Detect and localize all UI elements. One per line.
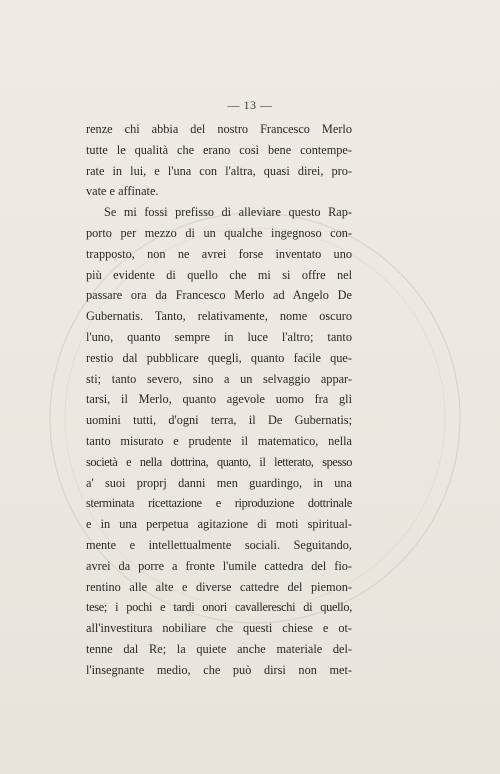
text-line: all'investitura nobiliare che questi chiese e ot- xyxy=(86,621,352,636)
text-line: Gubernatis. Tanto, relativamente, nome oscuro xyxy=(86,309,352,324)
text-line: tutte le qualità che erano così bene contempe- xyxy=(86,142,352,157)
text-line: vate e affinate. xyxy=(86,184,159,199)
text-line: porto per mezzo di un qualche ingegnoso con- xyxy=(86,225,352,240)
text-line: tanto misurato e prudente il matematico, nella xyxy=(86,433,352,448)
text-line: passare ora da Francesco Merlo ad Angelo De xyxy=(86,288,352,303)
text-line: sti; tanto severo, sino a un selvaggio appar- xyxy=(86,371,352,386)
text-line: tarsi, il Merlo, quanto agevole uomo fra gli xyxy=(86,392,352,407)
text-line: renze chi abbia del nostro Francesco Merlo xyxy=(86,122,352,136)
text-line: avrei da porre a fronte l'umile cattedra del fio- xyxy=(86,558,352,573)
text-line: rate in lui, e l'una con l'altra, quasi direi, pro- xyxy=(86,163,352,178)
text-line: e in una perpetua agitazione di moti spiritual- xyxy=(86,517,352,532)
text-line: restio dal pubblicare quegli, quanto facile que- xyxy=(86,350,352,365)
text-line: Se mi fossi prefisso di alleviare questo Rap- xyxy=(104,205,352,220)
text-line: sterminata ricettazione e riproduzione dottrinale xyxy=(86,496,352,511)
body-text xyxy=(86,119,352,681)
page-number: — 13 — xyxy=(227,98,273,112)
text-line: più evidente di quello che mi si offre nel xyxy=(86,267,352,282)
text-line: l'insegnante medio, che può dirsi non met- xyxy=(86,662,352,677)
text-line: uomini tutti, d'ogni terra, il De Gubernatis; xyxy=(86,413,352,428)
text-line: rentino alle alte e diverse cattedre del piemon- xyxy=(86,579,352,594)
text-line: società e nella dottrina, quanto, il letterato, spesso xyxy=(86,454,352,469)
text-line: trapposto, non ne avrei forse inventato uno xyxy=(86,246,352,261)
text-line: tese; i pochi e tardi onori cavallereschi di quello, xyxy=(86,600,352,615)
text-line: l'uno, quanto sempre in luce l'altro; tanto xyxy=(86,329,352,344)
text-line: tenne dal Re; la quiete anche materiale del- xyxy=(86,641,352,656)
text-line: mente e intellettualmente sociali. Seguitando, xyxy=(86,537,352,552)
text-line: a' suoi proprj danni men guardingo, in una xyxy=(86,475,352,490)
